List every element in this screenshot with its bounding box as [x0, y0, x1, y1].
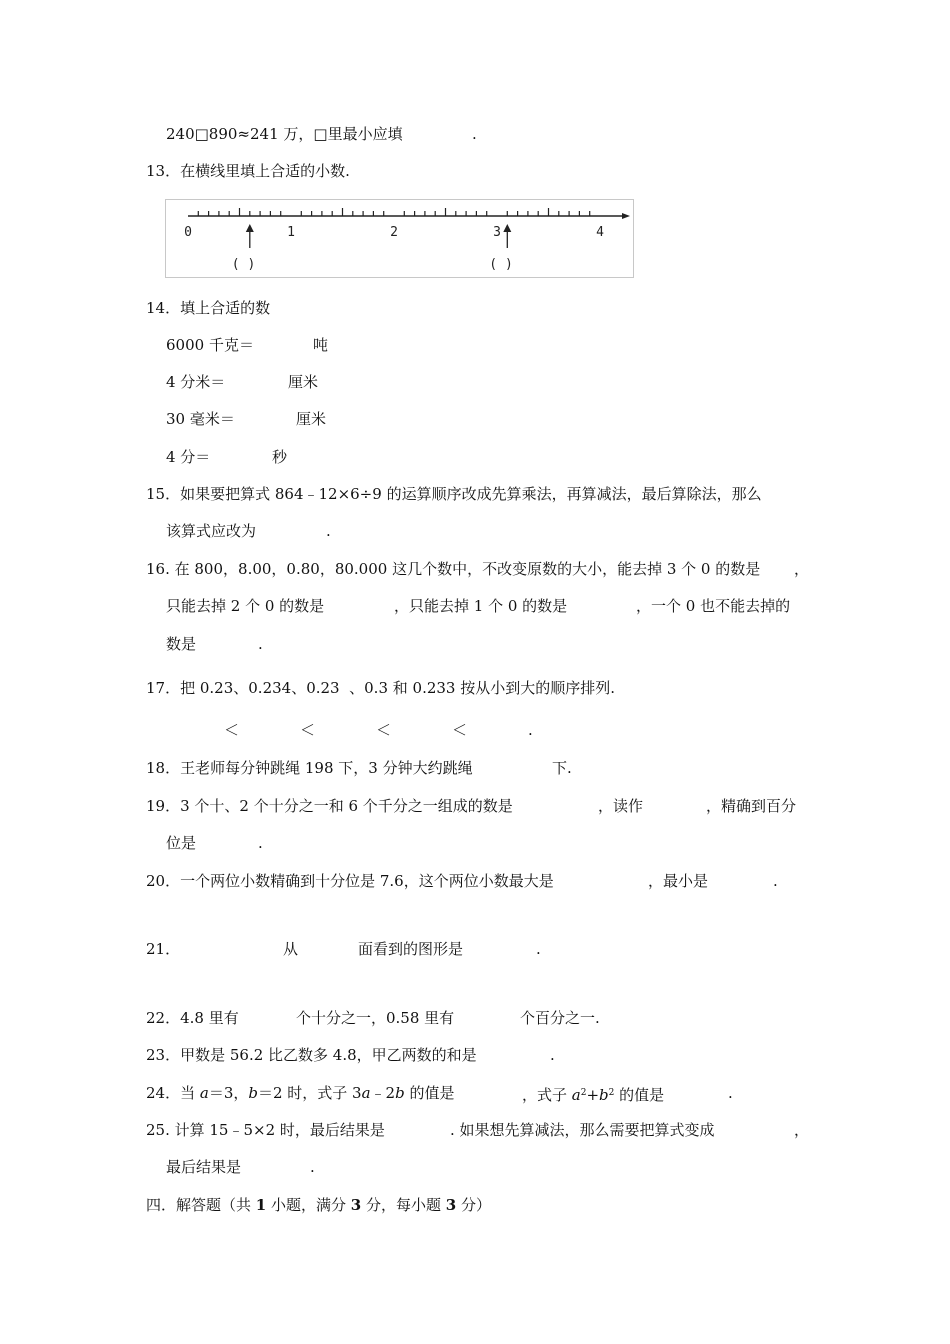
number-line-label-1: 1	[287, 225, 295, 240]
q16-period: .	[258, 635, 263, 653]
q14c-right: 厘米	[296, 410, 327, 428]
q16-line1: 16. 在 800，8.00，0.80，80.000 这几个数中，不改变原数的大小，能去掉 3 个 0 的数是	[146, 560, 761, 578]
answer-blank: ( )	[489, 257, 513, 272]
q20-period: .	[773, 872, 778, 890]
q23-text: 23．甲数是 56.2 比乙数多 4.8，甲乙两数的和是	[146, 1046, 477, 1064]
q14b-right: 厘米	[288, 373, 319, 391]
q24-text-2: ，式子 $a^2+b^2$ 的值是	[522, 1086, 665, 1104]
number-line-figure	[165, 199, 634, 278]
q17-period: .	[528, 721, 533, 739]
number-line-svg	[166, 200, 633, 277]
q18-end: 下.	[552, 759, 572, 777]
number-line-label-3: 3	[493, 225, 501, 240]
q25-line1-comma: ，	[794, 1121, 810, 1139]
answer-blank: ( )	[231, 257, 256, 272]
q20-text-b: ，最小是	[648, 872, 709, 890]
number-line-label-0: 0	[184, 225, 192, 240]
q18-text: 18．王老师每分钟跳绳 198 下，3 分钟大约跳绳	[146, 759, 473, 777]
q12-period: .	[472, 125, 477, 143]
q17-text: 17．把 0.23、0.234、0.23 、0.3 和 0.233 按从小到大的顺序排列.	[146, 679, 616, 697]
q15-line1: 15．如果要把算式 864﹣12×6÷9 的运算顺序改成先算乘法，再算减法，最后算除法，那么	[146, 485, 762, 503]
answer-arrow-head	[503, 224, 511, 232]
q25-line1b: . 如果想先算减法，那么需要把算式变成	[450, 1121, 715, 1139]
q15-period: .	[326, 522, 331, 540]
q14b-left: 4 分米＝	[166, 373, 226, 391]
section-4-heading: 四．解答题（共 1 小题，满分 3 分，每小题 3 分）	[146, 1196, 491, 1214]
q21-period: .	[536, 940, 541, 958]
number-line-label-4: 4	[596, 225, 604, 240]
q22-text-c: 个百分之一.	[520, 1009, 600, 1027]
q14a-right: 吨	[313, 336, 329, 354]
q25-line2: 最后结果是	[166, 1158, 242, 1176]
q14d-right: 秒	[272, 448, 288, 466]
q24-period: .	[728, 1084, 733, 1102]
number-line-label-2: 2	[390, 225, 398, 240]
q19-line1c: ，精确到百分	[706, 797, 797, 815]
q17-lt-4: ＜	[452, 721, 468, 739]
q25-line1a: 25. 计算 15﹣5×2 时，最后结果是	[146, 1121, 385, 1139]
q19-period: .	[258, 834, 263, 852]
q17-lt-3: ＜	[376, 721, 392, 739]
q21-number: 21．	[146, 940, 181, 958]
q15-line2: 该算式应改为	[166, 522, 257, 540]
q24-text: 24．当 a＝3，b＝2 时，式子 3a﹣2b 的值是	[146, 1084, 455, 1102]
q19-line1b: ，读作	[598, 797, 644, 815]
answer-arrow-head	[246, 224, 254, 232]
q17-lt-2: ＜	[300, 721, 316, 739]
q19-line1a: 19．3 个十、2 个十分之一和 6 个千分之一组成的数是	[146, 797, 513, 815]
q19-line2: 位是	[166, 834, 197, 852]
q16-line2a: 只能去掉 2 个 0 的数是	[166, 597, 325, 615]
q22-text-b: 个十分之一，0.58 里有	[296, 1009, 455, 1027]
q21-from: 从	[283, 940, 299, 958]
q22-text-a: 22．4.8 里有	[146, 1009, 239, 1027]
q21-text: 面看到的图形是	[358, 940, 464, 958]
q14d-left: 4 分＝	[166, 448, 211, 466]
q12-text: 240□890≈241 万，□里最小应填	[166, 125, 403, 143]
q14c-left: 30 毫米＝	[166, 410, 235, 428]
q16-line2b: ，只能去掉 1 个 0 的数是	[394, 597, 568, 615]
q16-line1-comma: ，	[794, 560, 810, 578]
q13-text: 13．在横线里填上合适的小数.	[146, 162, 350, 180]
q16-line3: 数是	[166, 635, 197, 653]
q20-text-a: 20．一个两位小数精确到十分位是 7.6，这个两位小数最大是	[146, 872, 554, 890]
q25-period: .	[310, 1158, 315, 1176]
q14-text: 14．填上合适的数	[146, 299, 271, 317]
q23-period: .	[550, 1046, 555, 1064]
q17-lt-1: ＜	[224, 721, 240, 739]
q14a-left: 6000 千克＝	[166, 336, 254, 354]
q16-line2c: ，一个 0 也不能去掉的	[636, 597, 791, 615]
number-line-arrowhead	[622, 213, 630, 219]
